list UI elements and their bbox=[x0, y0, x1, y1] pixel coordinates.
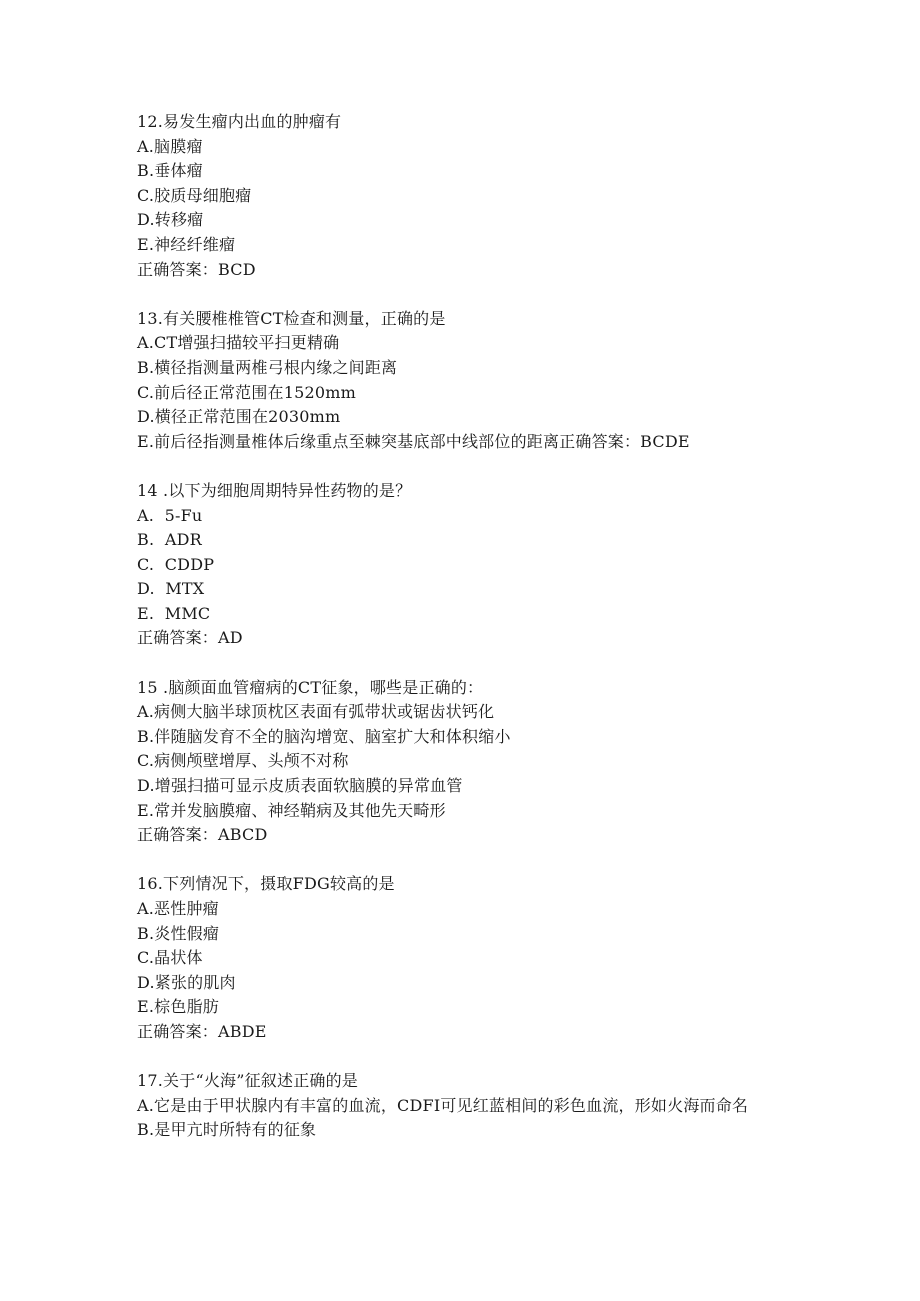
option-c: C.病侧颅壁增厚、头颅不对称 bbox=[137, 751, 349, 771]
answer-text: 正确答案：BCD bbox=[137, 259, 256, 279]
option-e: E. MMC bbox=[137, 603, 211, 623]
option-c: C.前后径正常范围在1520mm bbox=[137, 382, 357, 402]
question-stem: 12.易发生瘤内出血的肿瘤有 bbox=[137, 112, 342, 131]
option-c: C.晶状体 bbox=[137, 948, 203, 968]
option-a: A.脑膜瘤 bbox=[137, 136, 203, 156]
option-b: B.横径指测量两椎弓根内缘之间距离 bbox=[137, 357, 398, 377]
option-a: A.恶性肿瘤 bbox=[137, 899, 219, 918]
option-a: A.病侧大脑半球顶枕区表面有弧带状或锯齿状钙化 bbox=[137, 702, 495, 722]
document-page bbox=[137, 110, 787, 1168]
option-b: B.垂体瘤 bbox=[137, 161, 203, 181]
option-c: C.胶质母细胞瘤 bbox=[137, 185, 252, 205]
answer-text: 正确答案：ABCD bbox=[137, 825, 268, 845]
option-b: B.伴随脑发育不全的脑沟增宽、脑室扩大和体积缩小 bbox=[137, 726, 511, 746]
option-d: D. MTX bbox=[137, 579, 205, 599]
answer-text: 正确答案：AD bbox=[137, 628, 243, 648]
question-13 bbox=[137, 307, 787, 455]
question-stem: 17.关于“火海”征叙述正确的是 bbox=[137, 1071, 359, 1091]
option-e: E.神经纤维瘤 bbox=[137, 234, 236, 254]
option-d: D.紧张的肌肉 bbox=[137, 972, 236, 992]
question-17 bbox=[137, 1069, 787, 1143]
option-a: A. 5-Fu bbox=[137, 505, 203, 525]
option-e: E.棕色脂肪 bbox=[137, 997, 219, 1017]
option-a: A.它是由于甲状腺内有丰富的血流，CDFI可见红蓝相间的彩色血流，形如火海而命名 bbox=[137, 1095, 749, 1115]
option-b: B.是甲亢时所特有的征象 bbox=[137, 1120, 317, 1140]
question-stem: 15 .脑颜面血管瘤病的CT征象，哪些是正确的： bbox=[137, 677, 484, 697]
question-stem: 16.下列情况下，摄取FDG较高的是 bbox=[137, 874, 395, 894]
option-d: D.增强扫描可显示皮质表面软脑膜的异常血管 bbox=[137, 776, 463, 796]
question-15 bbox=[137, 676, 787, 848]
option-a: A.CT增强扫描较平扫更精确 bbox=[137, 333, 340, 353]
question-stem: 13.有关腰椎椎管CT检查和测量，正确的是 bbox=[137, 308, 446, 328]
question-stem: 14 .以下为细胞周期特异性药物的是？ bbox=[137, 480, 412, 500]
question-12 bbox=[137, 110, 787, 282]
question-16 bbox=[137, 872, 787, 1044]
question-14 bbox=[137, 479, 787, 651]
option-d: D.横径正常范围在2030mm bbox=[137, 407, 341, 427]
option-d: D.转移瘤 bbox=[137, 210, 204, 230]
answer-text: 正确答案：ABDE bbox=[137, 1021, 267, 1041]
option-e: E.常并发脑膜瘤、神经鞘病及其他先天畸形 bbox=[137, 800, 446, 820]
option-e-with-answer: E.前后径指测量椎体后缘重点至棘突基底部中线部位的距离正确答案：BCDE bbox=[137, 431, 690, 451]
option-b: B. ADR bbox=[137, 530, 202, 550]
option-c: C. CDDP bbox=[137, 554, 215, 574]
option-b: B.炎性假瘤 bbox=[137, 923, 220, 943]
